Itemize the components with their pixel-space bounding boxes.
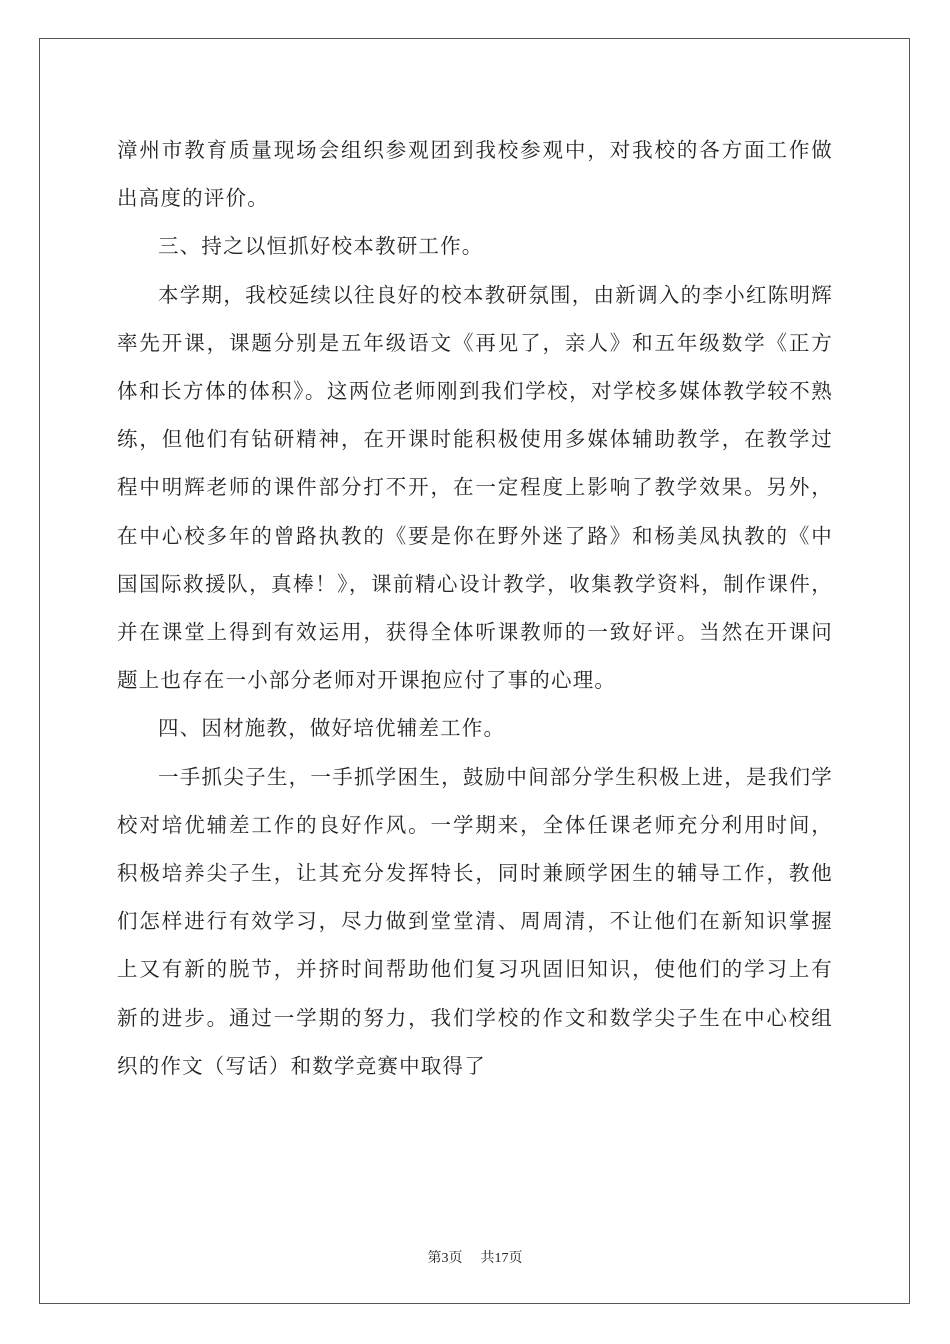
section-heading: 四、因材施教，做好培优辅差工作。 [158,716,506,741]
paragraph: 本学期，我校延续以往良好的校本教研氛围，由新调入的李小红陈明辉率先开课，课题分别是五年级语文《再见了，亲人》和五年级数学《正方体和长方体的体积》。这两位老师刚到我们学校，对学校多媒体教学较不熟练，但他们有钻研精神，在开课时能积极使用多媒体辅助教学，在教学过程中明辉老师的课件部分打不开，在一定程度上影响了教学效果。另外，在中心校多年的曾路执教的《要是你在野外迷了路》和杨美凤执教的《中国国际救援队，真棒！》，课前精心设计教学，收集教学资料，制作课件，并在课堂上得到有效运用，获得全体听课教师的一致好评。当然在开课问题上也存在一小部分老师对开课抱应付了事的心理。 [117,282,833,693]
page-footer [0,1247,950,1267]
page-number: 第3页 [427,1251,463,1266]
document-body [117,126,833,1090]
paragraph: 一手抓尖子生，一手抓学困生，鼓励中间部分学生积极上进，是我们学校对培优辅差工作的良好作风。一学期来，全体任课老师充分利用时间，积极培养尖子生，让其充分发挥特长，同时兼顾学困生的辅导工作，教他们怎样进行有效学习，尽力做到堂堂清、周周清，不让他们在新知识掌握上又有新的脱节，并挤时间帮助他们复习巩固旧知识，使他们的学习上有新的进步。通过一学期的努力，我们学校的作文和数学尖子生在中心校组织的作文（写话）和数学竞赛中取得了 [117,764,833,1078]
paragraph: 漳州市教育质量现场会组织参观团到我校参观中，对我校的各方面工作做出高度的评价。 [117,138,833,211]
section-heading: 三、持之以恒抓好校本教研工作。 [158,234,484,259]
page-total: 共17页 [480,1251,523,1266]
